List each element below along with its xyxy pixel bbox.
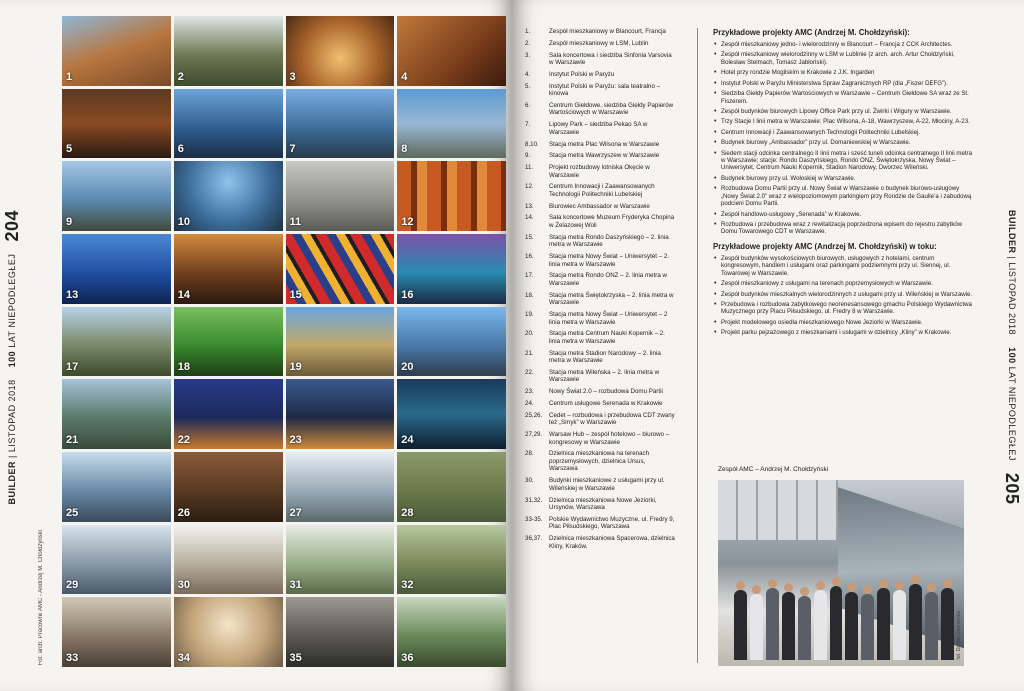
photo-number: 10 <box>177 215 190 228</box>
photo-number: 1 <box>66 70 73 83</box>
caption-number: 15. <box>525 233 534 241</box>
caption-number: 14. <box>525 214 534 222</box>
caption-item <box>525 152 675 160</box>
magazine-name: BUILDER <box>7 460 17 505</box>
photo-number: 36 <box>401 651 414 664</box>
caption-number: 11. <box>525 164 534 171</box>
caption-number: 2. <box>525 39 531 47</box>
caption-item <box>525 183 675 198</box>
photo-number: 7 <box>289 143 296 156</box>
caption-text: Lipowy Park – siedziba Pekao SA w Warszawie <box>549 121 648 136</box>
caption-number: 22. <box>525 368 534 376</box>
photo-tile <box>397 161 506 231</box>
caption-text: Polskie Wydawnictwo Muzyczne, ul. Fredry 9, Plac Piłsudskiego, Warszawa <box>549 515 675 531</box>
sample-projects-list <box>713 41 975 236</box>
photo-number: 5 <box>66 143 73 156</box>
caption-number: 31,32. <box>525 496 543 504</box>
caption-number: 25,26. <box>525 411 543 419</box>
caption-text: Stacja metra Rondo ONZ – 2. linia metra w Warszawie <box>549 272 667 287</box>
photo-tile <box>397 379 506 449</box>
caption-number: 23. <box>525 388 534 396</box>
photo-tile <box>62 379 171 449</box>
caption-item <box>525 141 675 149</box>
project-item: • Hotel przy rondzie Mogilskim w Krakowie z J.K. Ingarden <box>713 69 975 76</box>
caption-number: 8,10. <box>525 140 539 148</box>
photo-number: 32 <box>401 579 414 592</box>
team-member <box>941 588 954 660</box>
photo-number: 2 <box>177 70 184 83</box>
photo-number: 6 <box>177 143 184 156</box>
team-member <box>830 586 843 660</box>
caption-number: 12. <box>525 183 534 191</box>
photo-tile <box>397 597 506 667</box>
photo-grid <box>62 16 506 670</box>
photo-tile <box>286 16 395 86</box>
photo-tile <box>286 525 395 595</box>
caption-text: Sala koncertowa i siedziba Sinfonia Varsovia w Warszawie <box>549 51 672 67</box>
section-text: LAT NIEPODLEGŁEJ <box>1007 366 1017 461</box>
caption-item <box>525 253 675 268</box>
photo-number: 8 <box>401 143 408 156</box>
team-member <box>877 588 890 660</box>
caption-text: Stacja metra Wileńska – 2. linia metra w Warszawie <box>549 368 660 384</box>
photo-tile <box>62 525 171 595</box>
caption-number: 17. <box>525 272 534 280</box>
sample-projects-heading: Przykładowe projekty AMC (Andrzej M. Chołdzyński): <box>713 28 910 37</box>
caption-item <box>525 497 675 512</box>
photo-tile <box>62 307 171 377</box>
team-member <box>925 592 938 660</box>
caption-item <box>525 292 675 307</box>
photo-number: 35 <box>289 651 302 664</box>
photo-tile <box>62 89 171 159</box>
caption-text: Sala koncertowe Muzeum Fryderyka Chopina w Żelazowej Woli <box>549 214 675 229</box>
project-item: • Zespół mieszkaniowy wielorodzinny w LSM w Lublinie (z arch. arch. Artur Chołdzyński, Bolesław Stelmach, Tomasz Jabłoński). <box>713 51 975 66</box>
team-member <box>734 590 747 660</box>
caption-item <box>525 516 675 531</box>
team-member <box>766 588 779 660</box>
photo-tile <box>397 452 506 522</box>
caption-number: 27,29. <box>525 431 543 438</box>
caption-list <box>525 28 675 554</box>
caption-item <box>525 272 675 287</box>
photo-number: 15 <box>289 288 302 301</box>
photo-tile <box>174 597 283 667</box>
photo-number: 12 <box>401 215 414 228</box>
caption-number: 6. <box>525 101 531 109</box>
caption-text: Zespół mieszkaniowy w LSM, Lublin <box>549 39 649 47</box>
photo-number: 9 <box>66 215 73 228</box>
left-page-header: BUILDER | LISTOPAD 2018 100 LAT NIEPODLEGŁEJ 204 <box>2 210 22 505</box>
photo-tile <box>286 379 395 449</box>
project-item: • Zespół budynków wysokościowych biurowych, usługowych z hotelami, centrum kongresowym, handlem i usługami oraz parkingami podziemnymi przy ul. Siennej, ul. Towarowej w Warszawie. <box>713 255 975 277</box>
photo-tile <box>286 597 395 667</box>
project-item: • Budynek biurowy „Ambassador” przy ul. Domaniewskiej w Warszawie. <box>713 139 975 146</box>
caption-number: 7. <box>525 121 531 129</box>
project-item: • Projekt parku pejzażowego z mieszkaniami i usługami w dzielnicy „Kliny” w Krakowie. <box>713 329 975 336</box>
caption-number: 28. <box>525 450 534 458</box>
photo-number: 21 <box>66 433 79 446</box>
page-number: 205 <box>1002 472 1022 505</box>
caption-item <box>525 350 675 365</box>
photo-tile <box>397 525 506 595</box>
caption-text: Centrum Giełdowe, siedziba Giełdy Papierów Wartościowych w Warszawie <box>549 101 674 117</box>
team-member <box>845 592 858 660</box>
caption-item <box>525 535 675 550</box>
caption-item <box>525 121 675 136</box>
caption-text: Cedet – rozbudowa i przebudowa CDT zwany też „Smyk” w Warszawie <box>549 411 675 427</box>
caption-text: Nowy Świat 2.0 – rozbudowa Domu Partii <box>549 388 663 396</box>
caption-number: 5. <box>525 82 531 90</box>
caption-item <box>525 83 675 98</box>
photo-number: 20 <box>401 361 414 374</box>
photo-tile <box>174 379 283 449</box>
photo-number: 14 <box>177 288 190 301</box>
photo-number: 30 <box>177 579 190 592</box>
caption-item <box>525 214 675 229</box>
photo-tile <box>174 307 283 377</box>
project-item: • Rozbudowa i przebudowa wraz z rewitalizacją poprzedzona wpisem do rejestru zabytków Domu Towarowego CDT w Warszawie. <box>713 221 975 236</box>
photo-number: 28 <box>401 506 414 519</box>
project-item: • Instytut Polski w Paryżu Ministerstwa Spraw Zagranicznych RP (dla „Fiszer DEFG”). <box>713 80 975 87</box>
team-member <box>861 594 874 660</box>
caption-text: Stacja metra Centrum Nauki Kopernik – 2. linia metra w Warszawie <box>549 330 665 345</box>
photo-tile <box>174 89 283 159</box>
photo-tile <box>286 161 395 231</box>
caption-item <box>525 412 675 427</box>
magazine-name: BUILDER <box>1007 210 1017 254</box>
photo-tile <box>397 16 506 86</box>
photo-tile <box>286 234 395 304</box>
caption-text: Biurowiec Ambassador w Warszawie <box>549 202 650 210</box>
caption-text: Centrum usługowe Serenada w Krakowie <box>549 399 663 407</box>
project-item: • Zespół mieszkaniowy jedno- i wielorodzinny w Blancourt – Francja z CCK Architectes. <box>713 41 975 48</box>
caption-item <box>525 400 675 408</box>
caption-text: Dzielnica mieszkaniowa Spacerowa, dzielnica Kliny, Kraków. <box>549 535 675 550</box>
caption-item <box>525 388 675 396</box>
project-item: • Projekt modelowego osiedla mieszkaniowego Nowe Jeziorki w Warszawie. <box>713 319 975 326</box>
caption-item <box>525 431 675 446</box>
team-member <box>909 584 922 660</box>
photo-tile <box>62 597 171 667</box>
team-group <box>734 560 954 660</box>
caption-text: Instytut Polski w Paryżu: sala teatralno – kinowa <box>549 82 661 98</box>
caption-item <box>525 450 675 473</box>
project-item: • Rozbudowa Domu Partii przy ul. Nowy Świat w Warszawie o budynek biurowo-usługowy „Nowy Świat 2.0” wraz z wielopoziomowym parkingiem przy Rondzie de Gaulle’a i zabudową podcieni Domu Partii. <box>713 185 975 207</box>
caption-number: 16. <box>525 253 534 260</box>
caption-number: 19. <box>525 310 534 318</box>
caption-item <box>525 234 675 249</box>
issue-date: LISTOPAD 2018 <box>1007 262 1017 336</box>
caption-number: 9. <box>525 152 531 160</box>
right-page-header: BUILDER | LISTOPAD 2018 100 LAT NIEPODLEGŁEJ 205 <box>1002 210 1022 505</box>
photo-tile <box>174 161 283 231</box>
photo-tile <box>62 234 171 304</box>
team-member <box>750 594 763 660</box>
photo-tile <box>286 307 395 377</box>
caption-number: 1. <box>525 28 531 35</box>
caption-item <box>525 203 675 211</box>
photo-number: 4 <box>401 70 408 83</box>
photo-number: 34 <box>177 651 190 664</box>
project-item: • Trzy Stacje I linii metra w Warszawie: Plac Wilsona, A-18, Wawrzyszew, A-22, Młociny, A-23. <box>713 118 975 125</box>
caption-text: Dzielnica mieszkaniowa Nowe Jeziorki, Ursynów, Warszawa <box>549 496 657 512</box>
photo-number: 25 <box>66 506 79 519</box>
page-number: 204 <box>2 210 22 242</box>
photo-number: 17 <box>66 361 79 374</box>
section-number: 100 <box>1007 347 1017 364</box>
project-item: • Centrum Innowacji i Zaawansowanych Technologii Politechniki Lubelskiej. <box>713 129 975 136</box>
team-photo-caption: Zespół AMC – Andrzej M. Chołdzyński <box>718 466 829 473</box>
photo-number: 26 <box>177 506 190 519</box>
caption-text: Stacja metra Plac Wilsona w Warszawie <box>549 140 660 148</box>
caption-text: Budynki mieszkaniowe z usługami przy ul. Wileńskiej w Warszawie <box>549 477 665 492</box>
photo-tile <box>397 234 506 304</box>
caption-item <box>525 52 675 67</box>
photo-number: 22 <box>177 433 190 446</box>
caption-number: 3. <box>525 51 531 59</box>
caption-text: Projekt rozbudowy lotniska Okęcie w Warszawie <box>549 164 650 179</box>
project-item: • Budynek biurowy przy ul. Wołoskiej w Warszawie. <box>713 175 975 182</box>
photo-tile <box>62 161 171 231</box>
team-photo <box>718 480 964 666</box>
photo-tile <box>174 234 283 304</box>
caption-number: 18. <box>525 291 534 299</box>
project-item: • Siedziba Giełdy Papierów Wartościowych w Warszawie – Centrum Giełdowe SA wraz ze St. Fiszerem. <box>713 90 975 105</box>
issue-date: LISTOPAD 2018 <box>7 379 17 453</box>
caption-number: 30. <box>525 477 534 485</box>
photo-tile <box>174 525 283 595</box>
photo-number: 18 <box>177 361 190 374</box>
caption-item <box>525 330 675 345</box>
photo-number: 24 <box>401 433 414 446</box>
project-item: • Zespół handlowo-usługowy „Serenada” w Krakowie. <box>713 211 975 218</box>
caption-text: Instytut Polski w Paryżu <box>549 70 615 78</box>
team-member <box>782 592 795 660</box>
caption-text: Dzielnica mieszkaniowa na terenach poprzemysłowych, dzielnica Ursus, Warszawa <box>549 450 650 473</box>
caption-item <box>525 311 675 326</box>
caption-item <box>525 369 675 384</box>
caption-number: 33-35. <box>525 515 543 523</box>
project-item: • Siedem stacji odcinka centralnego II linii metra i sześć tuneli odcinka centralnego II linii metra w Warszawie; stacje: Rondo Daszyńskiego, Rondo ONZ, Świętokrzyska, Nowy Świat – Uniwersytet, Centrum Nauki Kopernik, Stadion Narodowy, Dworzec Wileński. <box>713 150 975 172</box>
photo-tile <box>397 89 506 159</box>
project-item: • Zespół budynków mieszkalnych wielorodzinnych z usługami przy ul. Wileńskiej w Warszawie. <box>713 291 975 298</box>
project-item: • Zespół budynków biurowych Lipowy Office Park przy ul. Żwirki i Wigury w Warszawie. <box>713 108 975 115</box>
caption-item <box>525 102 675 117</box>
ongoing-projects-heading: Przykładowe projekty AMC (Andrzej M. Chołdzyński) w toku: <box>713 241 937 251</box>
glass-facade <box>718 480 838 540</box>
photo-number: 23 <box>289 433 302 446</box>
photo-tile <box>286 452 395 522</box>
photo-tile <box>174 16 283 86</box>
ongoing-projects-list <box>713 255 975 337</box>
caption-number: 21. <box>525 349 534 357</box>
caption-text: Stacja metra Wawrzyszew w Warszawie <box>549 152 660 160</box>
photo-number: 27 <box>289 506 302 519</box>
caption-text: Centrum Innowacji i Zaawansowanych Technologii Politechniki Lubelskiej <box>549 183 655 198</box>
team-member <box>814 590 827 660</box>
caption-item <box>525 71 675 79</box>
caption-text: Stacja metra Świętokrzyska – 2. linia metra w Warszawie <box>549 291 674 307</box>
caption-item <box>525 164 675 179</box>
photo-tile <box>174 452 283 522</box>
caption-number: 24. <box>525 399 534 407</box>
caption-number: 4. <box>525 70 531 78</box>
photo-number: 16 <box>401 288 414 301</box>
caption-item <box>525 28 675 36</box>
team-member <box>893 590 906 660</box>
caption-text: Stacja metra Nowy Świat – Uniwersytet – 2. linia metra w Warszawie <box>549 253 670 268</box>
photo-credit: Fot. arch. Pracownii AMC - Andrzej M. Chołdzyński <box>38 530 44 666</box>
caption-text: Zespół mieszkaniowy w Blancourt, Francja <box>549 28 666 35</box>
section-number: 100 <box>7 350 17 368</box>
photo-number: 29 <box>66 579 79 592</box>
caption-item <box>525 477 675 492</box>
photo-tile <box>62 16 171 86</box>
team-member <box>798 596 811 660</box>
photo-number: 13 <box>66 288 79 301</box>
projects-column <box>713 28 975 340</box>
caption-number: 13. <box>525 202 534 210</box>
project-item: • Przebudowa i rozbudowa zabytkowego neorenesansowego gmachu Polskiego Wydawnictwa Muzycznego przy Placu Piłsudskiego, ul. Fredry 8 w Warszawie. <box>713 301 975 316</box>
photo-number: 19 <box>289 361 302 374</box>
photo-tile <box>397 307 506 377</box>
column-divider <box>697 28 698 663</box>
caption-number: 20. <box>525 330 534 338</box>
section-text: LAT NIEPODLEGŁEJ <box>7 253 17 348</box>
caption-text: Stacja metra Rondo Daszyńskiego – 2. linia metra w Warszawie <box>549 233 669 249</box>
team-photo-credit: fot. Dorota Czarnecka <box>956 611 962 660</box>
photo-number: 31 <box>289 579 302 592</box>
photo-tile <box>62 452 171 522</box>
caption-text: Stacja metra Nowy Świat – Uniwersytet – 2 linia metra w Warszawie <box>549 310 668 326</box>
caption-item <box>525 40 675 48</box>
photo-number: 3 <box>289 70 296 83</box>
project-item: • Zespół mieszkaniowy z usługami na terenach poprzemysłowych w Warszawie. <box>713 280 975 287</box>
caption-text: Stacja metra Stadion Narodowy – 2. linia metra w Warszawie <box>549 349 661 365</box>
caption-number: 36,37. <box>525 535 543 543</box>
caption-text: Warsaw Hub – zespół hotelowo – biurowo – kongresowy w Warszawie <box>549 431 670 446</box>
photo-number: 11 <box>289 215 302 228</box>
photo-number: 33 <box>66 651 79 664</box>
photo-tile <box>286 89 395 159</box>
